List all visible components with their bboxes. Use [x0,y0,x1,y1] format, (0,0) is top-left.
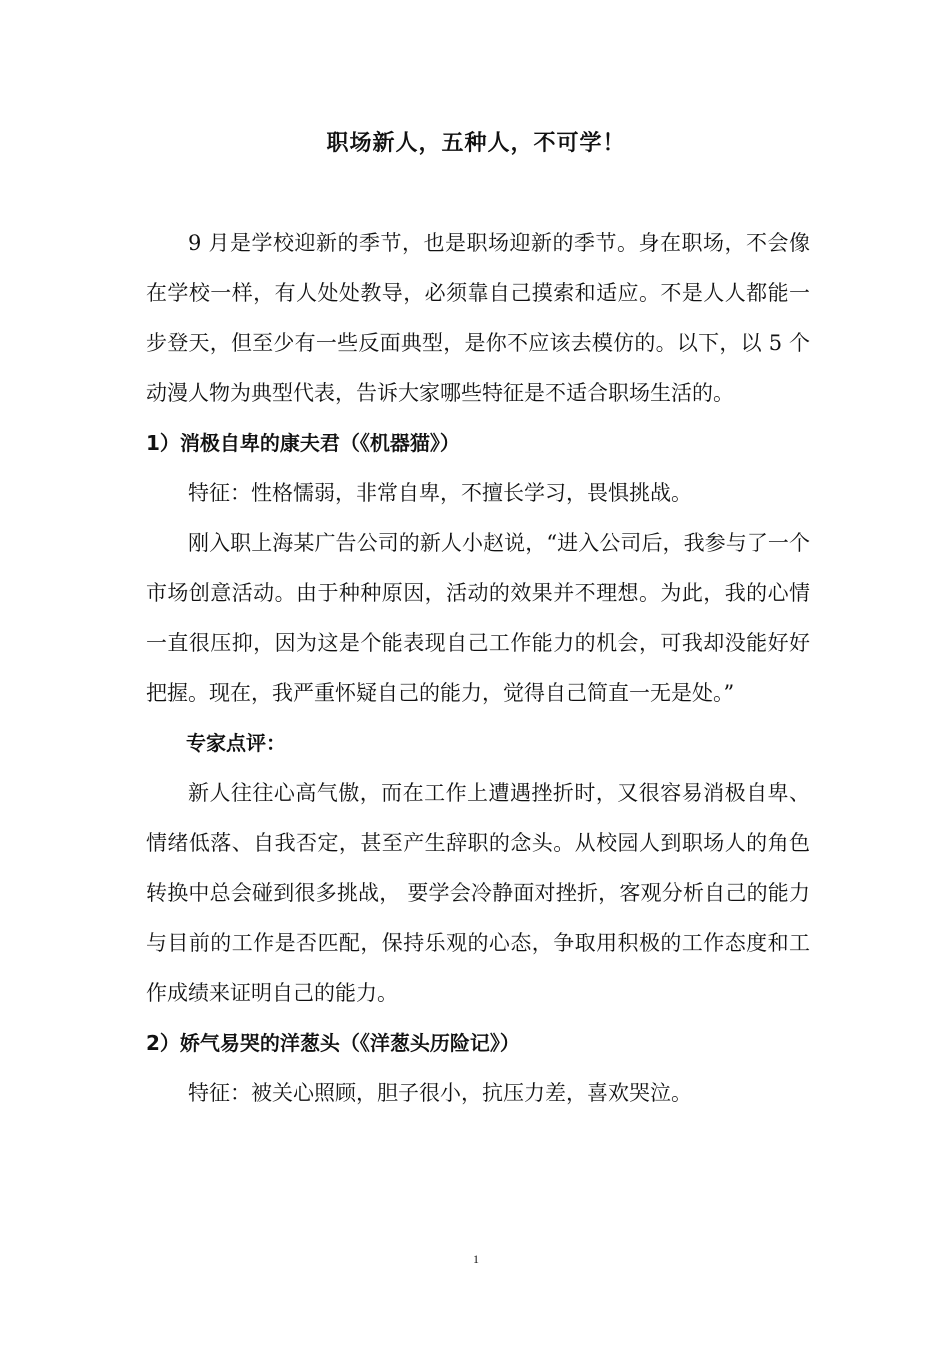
section-2-heading: 2）娇气易哭的洋葱头（《洋葱头历险记》） [146,1031,520,1055]
document-title: 职场新人，五种人，不可学！ [326,131,626,156]
section-1-expert-comment: 新人往往心高气傲，而在工作上遭遇挫折时，又很容易消极自卑、情绪低落、自我否定，甚至产生辞职的念头。从校园人到职场人的角色转换中总会碰到很多挑战， 要学会冷静面对挫折，客观分析自己的能力与目前的工作是否匹配，保持乐观的心态，争取用积极的工作态度和工作成绩来证明自己的能力。 [146,781,810,1005]
section-1-story: 刚入职上海某广告公司的新人小赵说，“进入公司后，我参与了一个市场创意活动。由于种种原因，活动的效果并不理想。为此，我的心情一直很压抑，因为这是个能表现自己工作能力的机会，可我却没能好好把握。现在，我严重怀疑自己的能力，觉得自己简直一无是处。” [146,531,810,705]
section-1-heading: 1）消极自卑的康夫君（《机器猫》） [146,431,460,455]
page-number: 1 [473,1252,479,1266]
section-1-feature: 特征：性格懦弱，非常自卑，不擅长学习，畏惧挑战。 [188,481,692,505]
document-body [146,218,810,1118]
section-2-feature: 特征：被关心照顾，胆子很小，抗压力差，喜欢哭泣。 [188,1081,692,1105]
intro-paragraph: 9 月是学校迎新的季节，也是职场迎新的季节。身在职场，不会像在学校一样，有人处处教导，必须靠自己摸索和适应。不是人人都能一步登天，但至少有一些反面典型，是你不应该去模仿的。以下，以 5 个动漫人物为典型代表，告诉大家哪些特征是不适合职场生活的。 [146,231,810,405]
section-1-expert-label: 专家点评： [186,731,286,755]
